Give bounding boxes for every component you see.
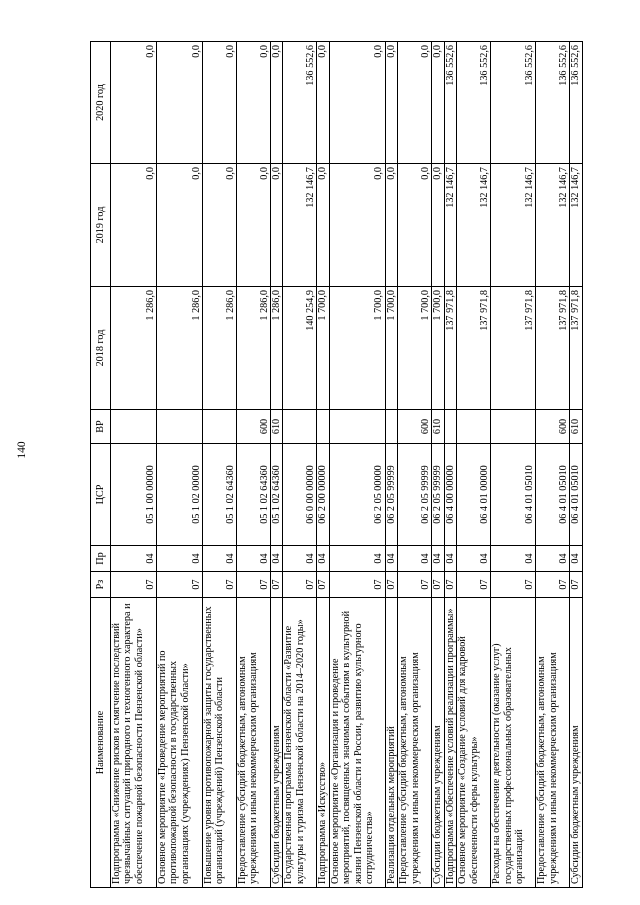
cell-csr: 06 4 01 05010 — [491, 444, 536, 546]
cell-name: Расходы на обеспечение деятельности (оказание услуг) государственных профессиональных образовательных организаций — [491, 598, 536, 888]
cell-2020: 136 552,6 — [536, 42, 570, 164]
cell-2018: 137 971,8 — [444, 287, 456, 410]
cell-name: Основное мероприятие «Создание условий для кадровой обеспеченности сферы культуры» — [457, 598, 491, 888]
cell-name: Предоставление субсидий бюджетным, автономным учреждениям и иным некоммерческим организациям — [536, 598, 570, 888]
cell-2020: 0,0 — [111, 42, 157, 164]
cell-pr: 04 — [237, 546, 271, 572]
header-rz: Рз — [91, 572, 111, 598]
cell-2018: 137 971,8 — [491, 287, 536, 410]
cell-name: Предоставление субсидий бюджетным, автономным учреждениям и иным некоммерческим организациям — [237, 598, 271, 888]
cell-2020: 0,0 — [432, 42, 444, 164]
cell-2020: 136 552,6 — [457, 42, 491, 164]
cell-csr: 06 4 00 00000 — [444, 444, 456, 546]
cell-2020: 0,0 — [317, 42, 329, 164]
header-2018: 2018 год — [91, 287, 111, 410]
table-row — [283, 42, 317, 888]
cell-vr — [329, 410, 385, 444]
table-row — [457, 42, 491, 888]
table-row — [385, 42, 397, 888]
cell-2019: 0,0 — [432, 164, 444, 287]
cell-pr: 04 — [203, 546, 237, 572]
cell-csr: 06 2 05 99999 — [432, 444, 444, 546]
cell-2018: 137 971,8 — [570, 287, 582, 410]
cell-rz: 07 — [157, 572, 203, 598]
cell-pr: 04 — [157, 546, 203, 572]
table-row — [157, 42, 203, 888]
cell-name: Субсидии бюджетным учреждениям — [570, 598, 582, 888]
cell-name: Государственная программа Пензенской области «Развитие культуры и туризма Пензенской области на 2014–2020 годы» — [283, 598, 317, 888]
cell-csr: 06 2 05 00000 — [329, 444, 385, 546]
cell-pr: 04 — [111, 546, 157, 572]
cell-vr — [111, 410, 157, 444]
cell-pr: 04 — [457, 546, 491, 572]
cell-vr — [491, 410, 536, 444]
cell-csr: 05 1 02 64360 — [203, 444, 237, 546]
cell-2019: 132 146,7 — [444, 164, 456, 287]
cell-2018: 1 286,0 — [271, 287, 283, 410]
cell-pr: 04 — [491, 546, 536, 572]
cell-2019: 0,0 — [329, 164, 385, 287]
cell-2020: 0,0 — [385, 42, 397, 164]
cell-rz: 07 — [203, 572, 237, 598]
cell-2018: 1 286,0 — [111, 287, 157, 410]
cell-vr: 600 — [536, 410, 570, 444]
cell-2019: 0,0 — [157, 164, 203, 287]
cell-rz: 07 — [432, 572, 444, 598]
cell-rz: 07 — [570, 572, 582, 598]
cell-rz: 07 — [283, 572, 317, 598]
cell-2018: 140 254,9 — [283, 287, 317, 410]
cell-2018: 1 700,0 — [432, 287, 444, 410]
page-number: 140 — [16, 441, 28, 459]
cell-csr: 06 4 01 05010 — [570, 444, 582, 546]
cell-pr: 04 — [444, 546, 456, 572]
cell-pr: 04 — [570, 546, 582, 572]
header-pr: Пр — [91, 546, 111, 572]
cell-2018: 1 700,0 — [329, 287, 385, 410]
cell-pr: 04 — [271, 546, 283, 572]
table-row — [111, 42, 157, 888]
cell-2020: 0,0 — [398, 42, 432, 164]
cell-vr — [317, 410, 329, 444]
cell-vr — [283, 410, 317, 444]
cell-2018: 137 971,8 — [536, 287, 570, 410]
cell-name: Субсидии бюджетным учреждениям — [271, 598, 283, 888]
cell-2020: 0,0 — [203, 42, 237, 164]
cell-rz: 07 — [237, 572, 271, 598]
header-csr: ЦСР — [91, 444, 111, 546]
cell-csr: 05 1 02 64360 — [271, 444, 283, 546]
cell-vr — [157, 410, 203, 444]
table-row — [237, 42, 271, 888]
table-row — [536, 42, 570, 888]
cell-2019: 132 146,7 — [283, 164, 317, 287]
cell-rz: 07 — [398, 572, 432, 598]
cell-pr: 04 — [385, 546, 397, 572]
cell-rz: 07 — [271, 572, 283, 598]
cell-pr: 04 — [283, 546, 317, 572]
cell-name: Подпрограмма «Обеспечение условий реализации программы» — [444, 598, 456, 888]
cell-pr: 04 — [398, 546, 432, 572]
cell-csr: 05 1 00 00000 — [111, 444, 157, 546]
cell-rz: 07 — [329, 572, 385, 598]
cell-rz: 07 — [457, 572, 491, 598]
cell-pr: 04 — [536, 546, 570, 572]
cell-2018: 1 286,0 — [157, 287, 203, 410]
cell-2019: 0,0 — [203, 164, 237, 287]
table-row — [271, 42, 283, 888]
cell-pr: 04 — [329, 546, 385, 572]
cell-2019: 132 146,7 — [457, 164, 491, 287]
header-row — [91, 42, 111, 888]
cell-2019: 0,0 — [237, 164, 271, 287]
cell-2020: 0,0 — [329, 42, 385, 164]
cell-2020: 136 552,6 — [444, 42, 456, 164]
budget-table — [90, 41, 583, 888]
cell-vr — [385, 410, 397, 444]
header-2020: 2020 год — [91, 42, 111, 164]
cell-2018: 1 700,0 — [398, 287, 432, 410]
cell-vr — [457, 410, 491, 444]
cell-name: Основное мероприятие «Проведение мероприятий по противопожарной безопасности в государственных организациях (учреждениях) Пензенской области» — [157, 598, 203, 888]
cell-rz: 07 — [491, 572, 536, 598]
table-row — [398, 42, 432, 888]
cell-2018: 1 700,0 — [317, 287, 329, 410]
cell-vr: 610 — [432, 410, 444, 444]
cell-csr: 05 1 02 00000 — [157, 444, 203, 546]
cell-name: Подпрограмма «Искусство» — [317, 598, 329, 888]
cell-vr: 600 — [398, 410, 432, 444]
cell-vr — [444, 410, 456, 444]
rotated-page-content — [90, 42, 582, 888]
table-row — [317, 42, 329, 888]
cell-2018: 1 700,0 — [385, 287, 397, 410]
table-row — [570, 42, 582, 888]
cell-2019: 0,0 — [271, 164, 283, 287]
cell-2019: 0,0 — [398, 164, 432, 287]
cell-2019: 0,0 — [317, 164, 329, 287]
cell-vr — [203, 410, 237, 444]
cell-csr: 06 2 05 99999 — [398, 444, 432, 546]
cell-csr: 06 2 05 99999 — [385, 444, 397, 546]
cell-name: Подпрограмма «Снижение рисков и смягчение последствий чрезвычайных ситуаций природного и техногенного характера и обеспечение пожарной безопасности Пензенской области» — [111, 598, 157, 888]
cell-name: Реализация отдельных мероприятий — [385, 598, 397, 888]
cell-csr: 06 4 01 00000 — [457, 444, 491, 546]
cell-2020: 0,0 — [157, 42, 203, 164]
cell-pr: 04 — [317, 546, 329, 572]
cell-name: Повышение уровня противопожарной защиты государственных организаций (учреждений) Пензенской области — [203, 598, 237, 888]
cell-rz: 07 — [385, 572, 397, 598]
cell-vr: 610 — [570, 410, 582, 444]
cell-csr: 05 1 02 64360 — [237, 444, 271, 546]
cell-csr: 06 4 01 05010 — [536, 444, 570, 546]
table-row — [329, 42, 385, 888]
cell-rz: 07 — [317, 572, 329, 598]
header-vr: ВР — [91, 410, 111, 444]
cell-2018: 1 286,0 — [203, 287, 237, 410]
cell-2020: 0,0 — [237, 42, 271, 164]
cell-2019: 0,0 — [111, 164, 157, 287]
cell-2019: 132 146,7 — [491, 164, 536, 287]
cell-vr: 600 — [237, 410, 271, 444]
cell-2019: 0,0 — [385, 164, 397, 287]
cell-2020: 136 552,6 — [283, 42, 317, 164]
header-2019: 2019 год — [91, 164, 111, 287]
cell-csr: 06 0 00 00000 — [283, 444, 317, 546]
header-name: Наименование — [91, 598, 111, 888]
cell-rz: 07 — [536, 572, 570, 598]
cell-csr: 06 2 00 00000 — [317, 444, 329, 546]
table-row — [432, 42, 444, 888]
cell-rz: 07 — [444, 572, 456, 598]
cell-2020: 136 552,6 — [570, 42, 582, 164]
cell-2018: 1 286,0 — [237, 287, 271, 410]
cell-name: Субсидии бюджетным учреждениям — [432, 598, 444, 888]
cell-2019: 132 146,7 — [536, 164, 570, 287]
cell-2019: 132 146,7 — [570, 164, 582, 287]
cell-pr: 04 — [432, 546, 444, 572]
cell-rz: 07 — [111, 572, 157, 598]
cell-2020: 0,0 — [271, 42, 283, 164]
cell-name: Основное мероприятие «Организация и проведение мероприятий, посвященных значимым событиям в культурной жизни Пензенской области и России, развитию культурного сотрудничества» — [329, 598, 385, 888]
table-row — [203, 42, 237, 888]
table-row — [444, 42, 456, 888]
cell-2018: 137 971,8 — [457, 287, 491, 410]
table-row — [491, 42, 536, 888]
cell-vr: 610 — [271, 410, 283, 444]
cell-2020: 136 552,6 — [491, 42, 536, 164]
cell-name: Предоставление субсидий бюджетным, автономным учреждениям и иным некоммерческим организациям — [398, 598, 432, 888]
